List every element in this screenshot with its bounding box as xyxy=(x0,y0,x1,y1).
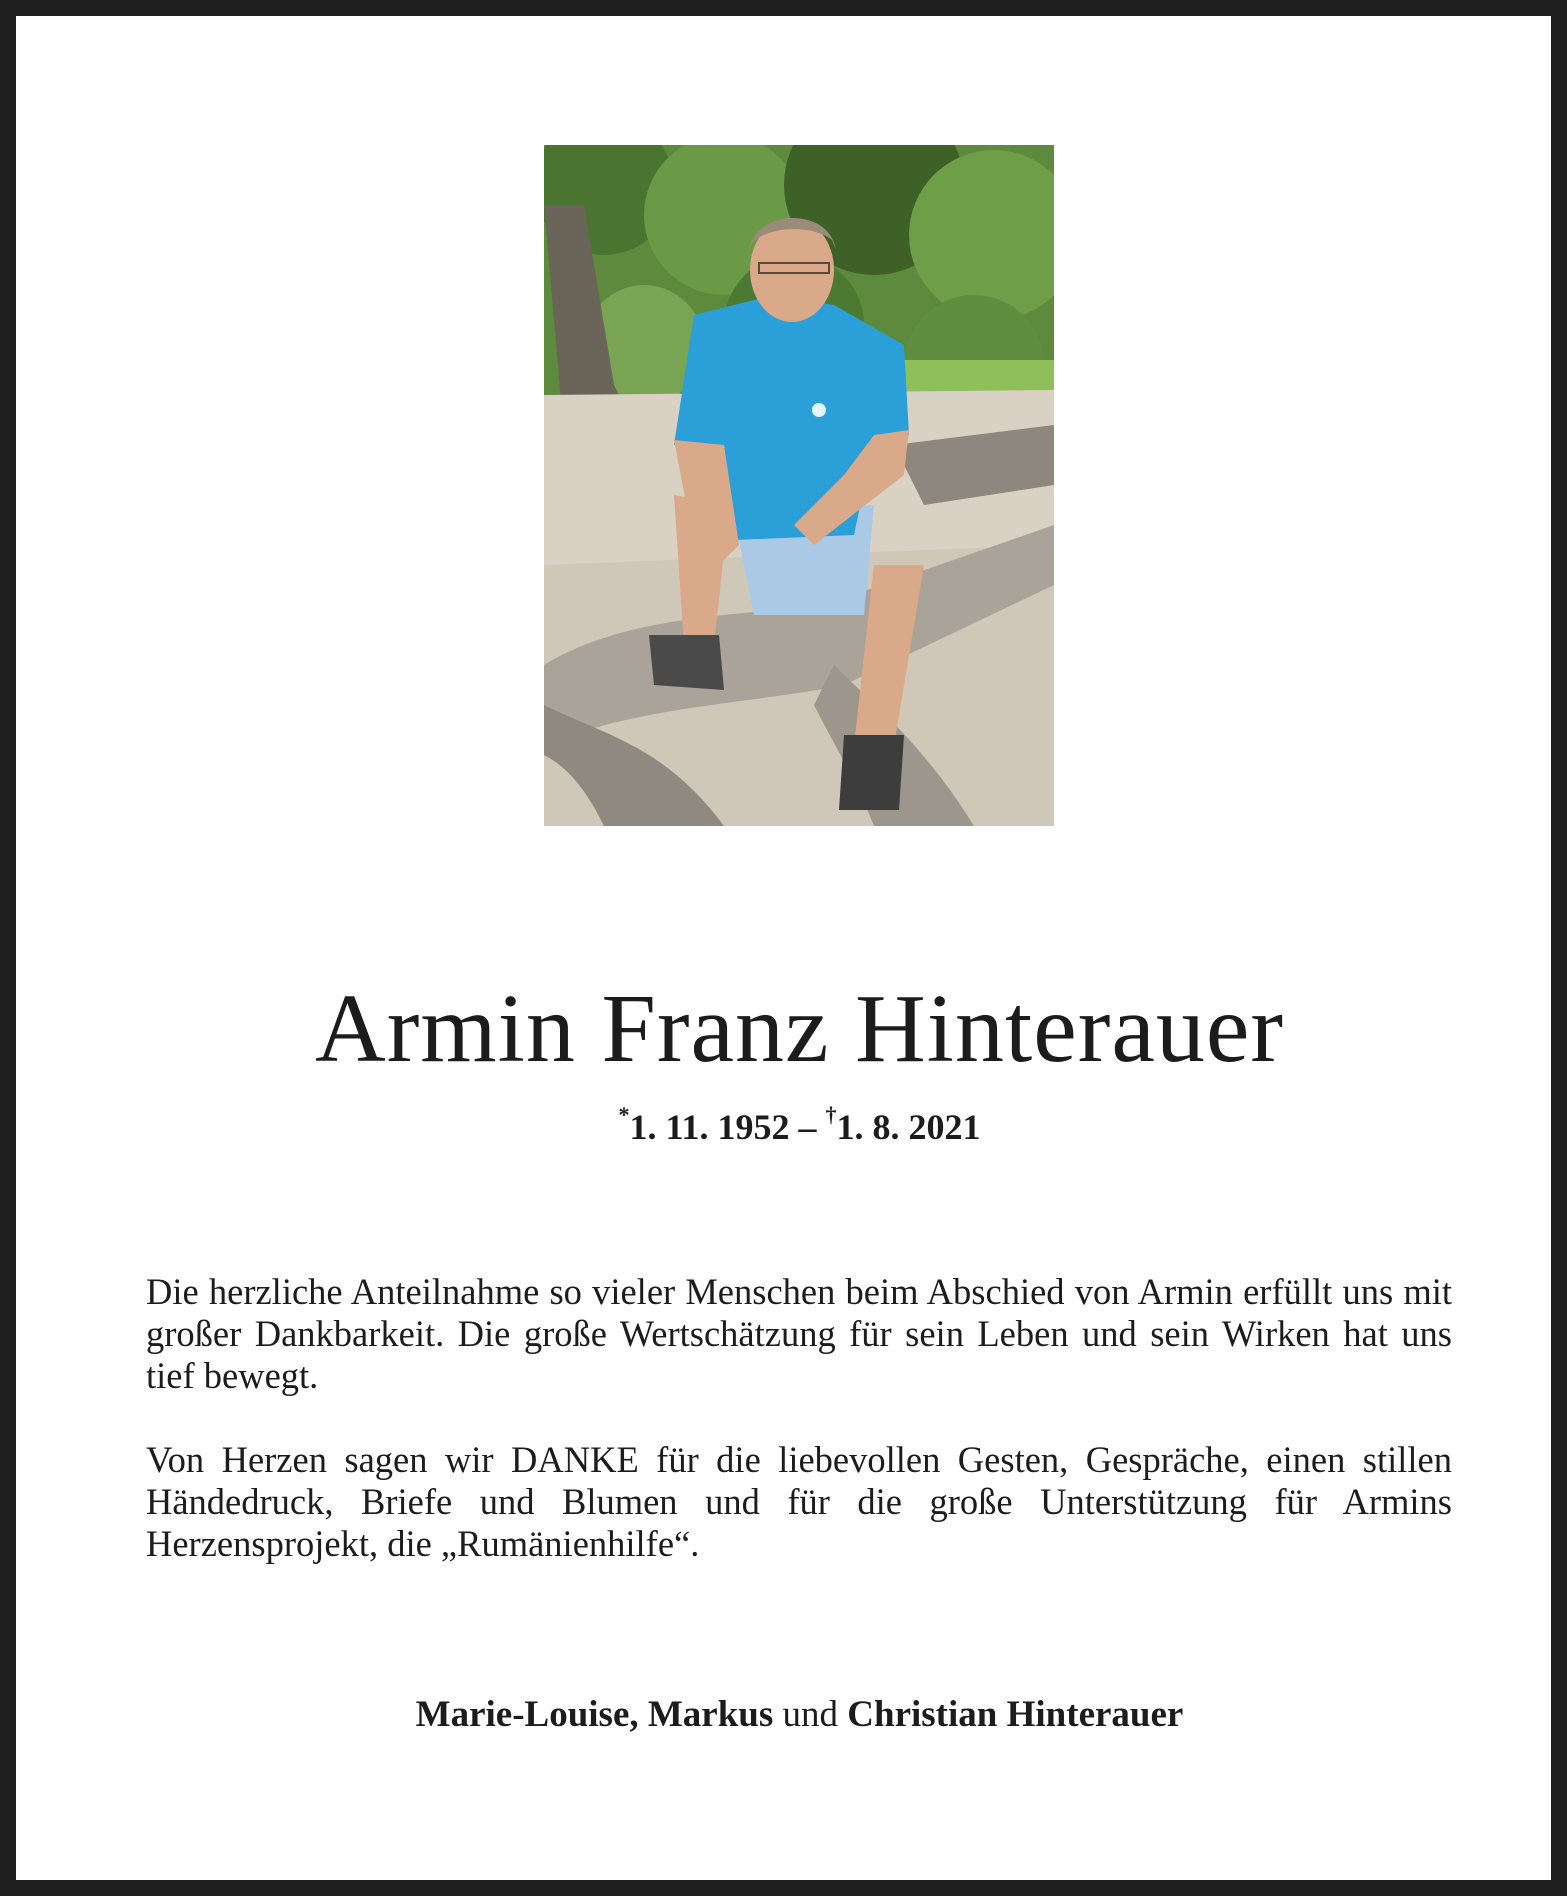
thank-you-text xyxy=(146,1271,1452,1607)
birth-date: 1. 11. 1952 xyxy=(629,1107,790,1147)
life-dates xyxy=(16,1102,1567,1148)
portrait-photo-illustration xyxy=(544,145,1054,826)
signature-names-1: Marie-Louise, Markus xyxy=(415,1694,774,1735)
family-signature xyxy=(16,1693,1567,1736)
portrait-photo xyxy=(544,145,1054,826)
paragraph: Die herzliche Anteilnahme so vieler Menschen beim Abschied von Armin erfüllt uns mit großer Dankbarkeit. Die große Wertschätzung für sein Leben und sein Wirken hat uns tief bewegt. xyxy=(146,1271,1452,1396)
deceased-name: Armin Franz Hinterauer xyxy=(315,975,1284,1083)
death-symbol: † xyxy=(825,1102,837,1127)
birth-symbol: * xyxy=(618,1102,630,1127)
paragraph: Von Herzen sagen wir DANKE für die liebevollen Gesten, Gespräche, einen stillen Händedruck, Briefe und Blumen und für die große Unterstützung für Armins Herzensprojekt, die „Rumänienhilfe“. xyxy=(146,1439,1452,1564)
date-separator: – xyxy=(789,1107,826,1147)
signature-names-2: Christian Hinterauer xyxy=(847,1694,1184,1735)
death-date: 1. 8. 2021 xyxy=(836,1107,981,1147)
signature-conjunction: und xyxy=(773,1694,848,1735)
